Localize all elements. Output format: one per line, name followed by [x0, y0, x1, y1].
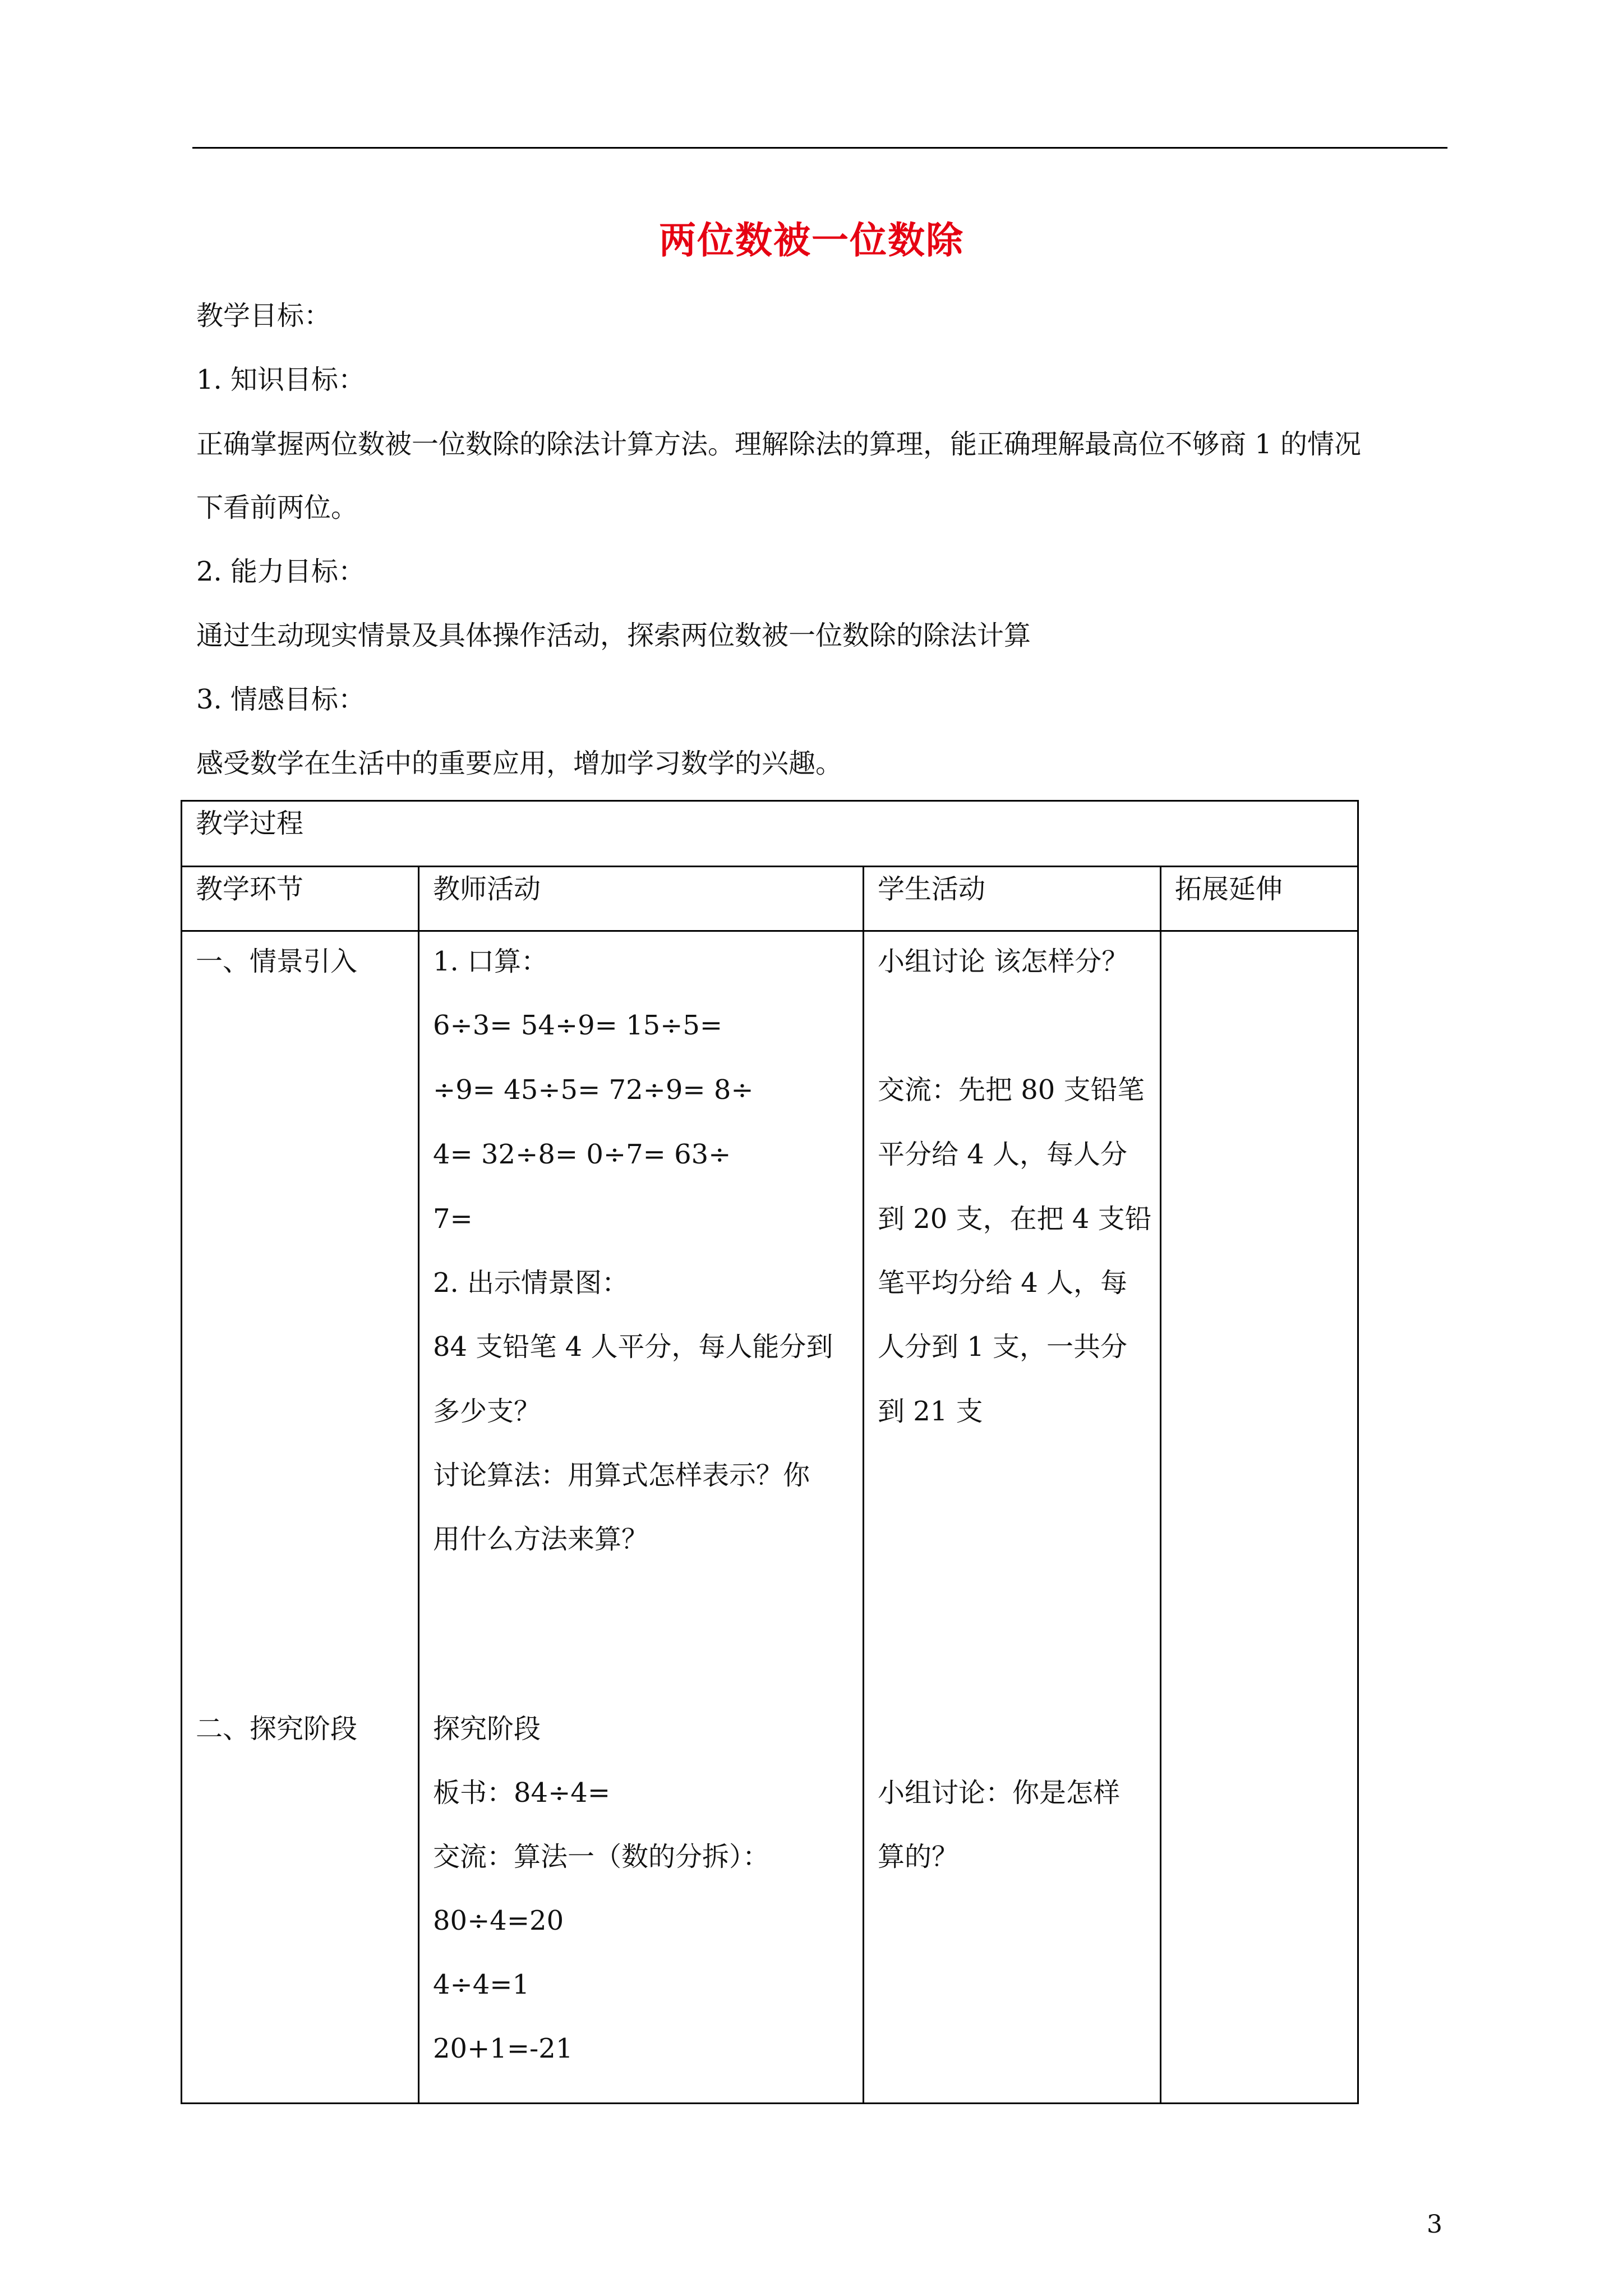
- teacher-line: 1. 口算：: [433, 946, 548, 977]
- student-line: 人分到 1 支，一共分: [878, 1331, 1128, 1363]
- teacher-line: 4÷4=1: [433, 1969, 530, 2000]
- teacher-line: 用什么方法来算？: [433, 1524, 649, 1555]
- objective-2-label: 2. 能力目标：: [196, 556, 366, 587]
- student-line: 笔平均分给 4 人，每: [878, 1267, 1128, 1299]
- teaching-process-table: [181, 800, 1359, 2104]
- student-line: 交流：先把 80 支铅笔: [878, 1074, 1145, 1106]
- teacher-line: 6÷3= 54÷9= 15÷5=: [433, 1010, 723, 1041]
- student-line: 算的？: [878, 1841, 959, 1872]
- header-student-activity: 学生活动: [864, 867, 1161, 931]
- objective-3-label: 3. 情感目标：: [196, 684, 366, 715]
- table-body-row: [182, 931, 1358, 2104]
- header-extension: 拓展延伸: [1161, 867, 1358, 931]
- teacher-line: ÷9= 45÷5= 72÷9= 8÷: [433, 1074, 754, 1106]
- student-line: 到 21 支: [878, 1396, 983, 1427]
- header-teacher-activity: 教师活动: [419, 867, 864, 931]
- stage-2: 二、探究阶段: [196, 1713, 358, 1745]
- process-label: 教学过程: [182, 801, 1358, 867]
- objective-1-text-line-2: 下看前两位。: [196, 492, 358, 523]
- teacher-line: 多少支？: [433, 1396, 541, 1427]
- table-row-process: [182, 801, 1358, 867]
- objective-1-label: 1. 知识目标：: [196, 364, 366, 395]
- teacher-line: 4= 32÷8= 0÷7= 63÷: [433, 1139, 731, 1170]
- table-header-row: [182, 867, 1358, 931]
- objectives-heading: 教学目标：: [196, 300, 331, 332]
- teacher-line: 80÷4=20: [433, 1905, 564, 1936]
- header-rule: [192, 147, 1447, 149]
- student-line: 小组讨论：你是怎样: [878, 1777, 1121, 1809]
- header-stage: 教学环节: [182, 867, 419, 931]
- teacher-activity-cell: [419, 931, 864, 2104]
- teacher-line: 板书：84÷4=: [433, 1777, 611, 1809]
- objective-3-text-line-1: 感受数学在生活中的重要应用，增加学习数学的兴趣。: [196, 748, 843, 779]
- student-line: 到 20 支，在把 4 支铅: [878, 1203, 1152, 1235]
- teacher-line: 7=: [433, 1203, 473, 1235]
- extension-cell: [1161, 931, 1358, 2104]
- objective-2-text-line-1: 通过生动现实情景及具体操作活动，探索两位数被一位数除的除法计算: [196, 620, 1031, 651]
- student-line: 平分给 4 人，每人分: [878, 1139, 1128, 1170]
- objective-1-text-line-1: 正确掌握两位数被一位数除的除法计算方法。理解除法的算理，能正确理解最高位不够商 1 的情况: [196, 429, 1362, 460]
- stage-1: 一、情景引入: [196, 946, 358, 977]
- stage-cell: [182, 931, 419, 2104]
- teacher-line: 20+1=-21: [433, 2033, 573, 2064]
- teacher-line: 84 支铅笔 4 人平分，每人能分到: [433, 1331, 833, 1363]
- page-title: 两位数被一位数除: [659, 218, 964, 262]
- teacher-line: 交流：算法一（数的分拆）：: [433, 1841, 770, 1872]
- student-line: 小组讨论 该怎样分？: [878, 946, 1129, 977]
- student-activity-cell: [864, 931, 1161, 2104]
- page-number: 3: [1427, 2210, 1442, 2239]
- teacher-line: 2. 出示情景图：: [433, 1267, 629, 1299]
- teacher-line: 探究阶段: [433, 1713, 541, 1745]
- teacher-line: 讨论算法：用算式怎样表示？你: [433, 1460, 810, 1491]
